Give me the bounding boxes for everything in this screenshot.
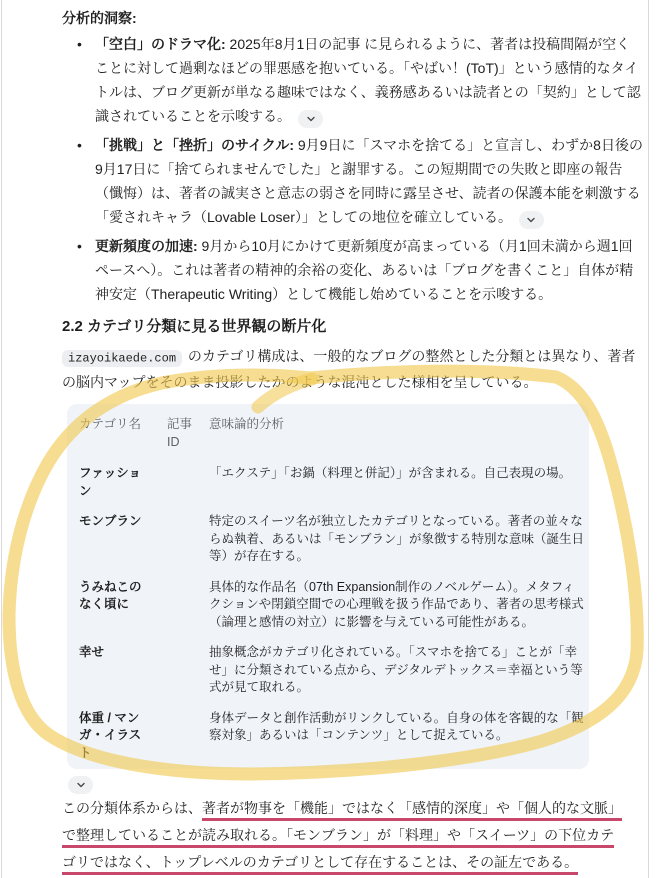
table-row bbox=[67, 573, 589, 639]
chevron-down-icon bbox=[525, 214, 537, 226]
insight-title: 更新頻度の加速: bbox=[95, 238, 198, 254]
document-panel bbox=[1, 0, 649, 878]
table-header-row bbox=[67, 404, 589, 459]
insight-text: 9月9日に「スマホを捨てる」と宣言し、わずか8日後の9月17日に「捨てられませんでした」と謝罪する。この短期間での失敗と即座の報告（懺悔）は、著者の誠実さと意志の弱さを同時に露呈させ、読者の保護本能を刺激する「愛されキャラ（Lovable Loser）」としての地位を確立している。 bbox=[95, 137, 643, 225]
insight-text: 2025年8月1日の記事 に見られるように、著者は投稿間隔が空くことに対して過剰なほどの罪悪感を抱いている。「やばい！(ToT)」という感情的なタイトルは、ブログ更新が単なる趣味ではなく、義務感あるいは読者との「契約」として認識されていることを示唆する。 bbox=[95, 36, 641, 124]
article-id-cell bbox=[155, 704, 197, 770]
category-cell: モンブラン bbox=[79, 514, 142, 528]
closing-line bbox=[62, 851, 643, 878]
underlined-text: 著者が物事を「機能」ではなく「感情的深度」や「個人的な文脈」 bbox=[202, 800, 622, 821]
article-id-cell bbox=[155, 573, 197, 639]
category-cell: うみねこのなく頃に bbox=[79, 579, 142, 611]
section-heading: 2.2 カテゴリ分類に見る世界観の断片化 bbox=[62, 318, 327, 335]
article-id-cell bbox=[155, 507, 197, 573]
underlined-text: ゴリではなく、トップレベルのカテゴリとして存在することは、その証左である。 bbox=[62, 854, 578, 875]
category-cell: 体重 / マンガ・イラスト bbox=[79, 710, 142, 760]
insight-text: 9月から10月にかけて更新頻度が高まっている（月1回未満から週1回ペースへ）。これは著者の精神的余裕の変化、あるいは「ブログを書くこと」自体が精神安定（Therapeutic Writing）として機能し始めていることを示唆する。 bbox=[95, 238, 634, 302]
category-cell: 幸せ bbox=[79, 645, 105, 659]
insights-list bbox=[62, 32, 643, 306]
intro-text: のカテゴリ構成は、一般的なブログの整然とした分類とは異なり、著者の脳内マップをそのまま投影したかのような混沌とした様相を呈している。 bbox=[62, 348, 636, 390]
expand-chevron-button[interactable] bbox=[68, 776, 93, 794]
domain-code-chip: izayoikaede.com bbox=[62, 350, 182, 367]
column-header-category: カテゴリ名 bbox=[79, 417, 142, 431]
insight-item-update-frequency bbox=[62, 234, 643, 306]
analysis-cell: 具体的な作品名（07th Expansion制作のノベルゲーム）。メタフィクションや閉鎖空間での心理戦を扱う作品であり、著者の思考様式（論理と感情の対立）に影響を与えている可能性がある。 bbox=[209, 579, 584, 629]
underlined-text: で整理していることが読み取れる。「モンブラン」が「料理」や「スイーツ」の下位カテ bbox=[62, 827, 614, 848]
table-row bbox=[67, 459, 589, 507]
closing-line bbox=[62, 797, 643, 824]
chevron-down-icon bbox=[305, 113, 317, 125]
insight-item-challenge-cycle bbox=[62, 133, 643, 229]
chevron-down-icon bbox=[75, 779, 87, 791]
table-row bbox=[67, 704, 589, 770]
insights-heading: 分析的洞察: bbox=[62, 10, 137, 26]
closing-line bbox=[62, 824, 643, 851]
analysis-cell: 抽象概念がカテゴリ化されている。「スマホを捨てる」ことが「幸せ」に分類されている点から、デジタルデトックス＝幸福という等式が見て取れる。 bbox=[209, 645, 583, 694]
column-header-analysis: 意味論的分析 bbox=[209, 417, 285, 431]
column-header-article-id: 記事ID bbox=[167, 417, 193, 449]
insight-item-blank-drama bbox=[62, 32, 643, 128]
analysis-cell: 身体データと創作活動がリンクしている。自身の体を客観的な「観察対象」あるいは「コンテンツ」として捉えている。 bbox=[209, 710, 584, 742]
article-id-cell bbox=[155, 459, 197, 507]
article-id-cell bbox=[155, 638, 197, 704]
closing-paragraph bbox=[62, 797, 643, 878]
expand-chevron-button[interactable] bbox=[298, 110, 323, 128]
insight-title: 「空白」のドラマ化: bbox=[95, 36, 226, 52]
insight-title: 「挑戦」と「挫折」のサイクル: bbox=[95, 137, 294, 153]
table-row bbox=[67, 507, 589, 573]
analysis-cell: 特定のスイーツ名が独立したカテゴリとなっている。著者の並々ならぬ執着、あるいは「モンブラン」が象徴する特別な意味（誕生日等）が存在する。 bbox=[209, 514, 585, 563]
expand-chevron-button[interactable] bbox=[519, 211, 544, 229]
category-table bbox=[67, 404, 589, 769]
table-row bbox=[67, 638, 589, 704]
analysis-cell: 「エクステ」「お鍋（料理と併記）」が含まれる。自己表現の場。 bbox=[209, 466, 572, 480]
category-cell: ファッション bbox=[79, 466, 142, 498]
closing-text: この分類体系からは、 bbox=[62, 800, 202, 816]
intro-paragraph bbox=[62, 344, 643, 394]
